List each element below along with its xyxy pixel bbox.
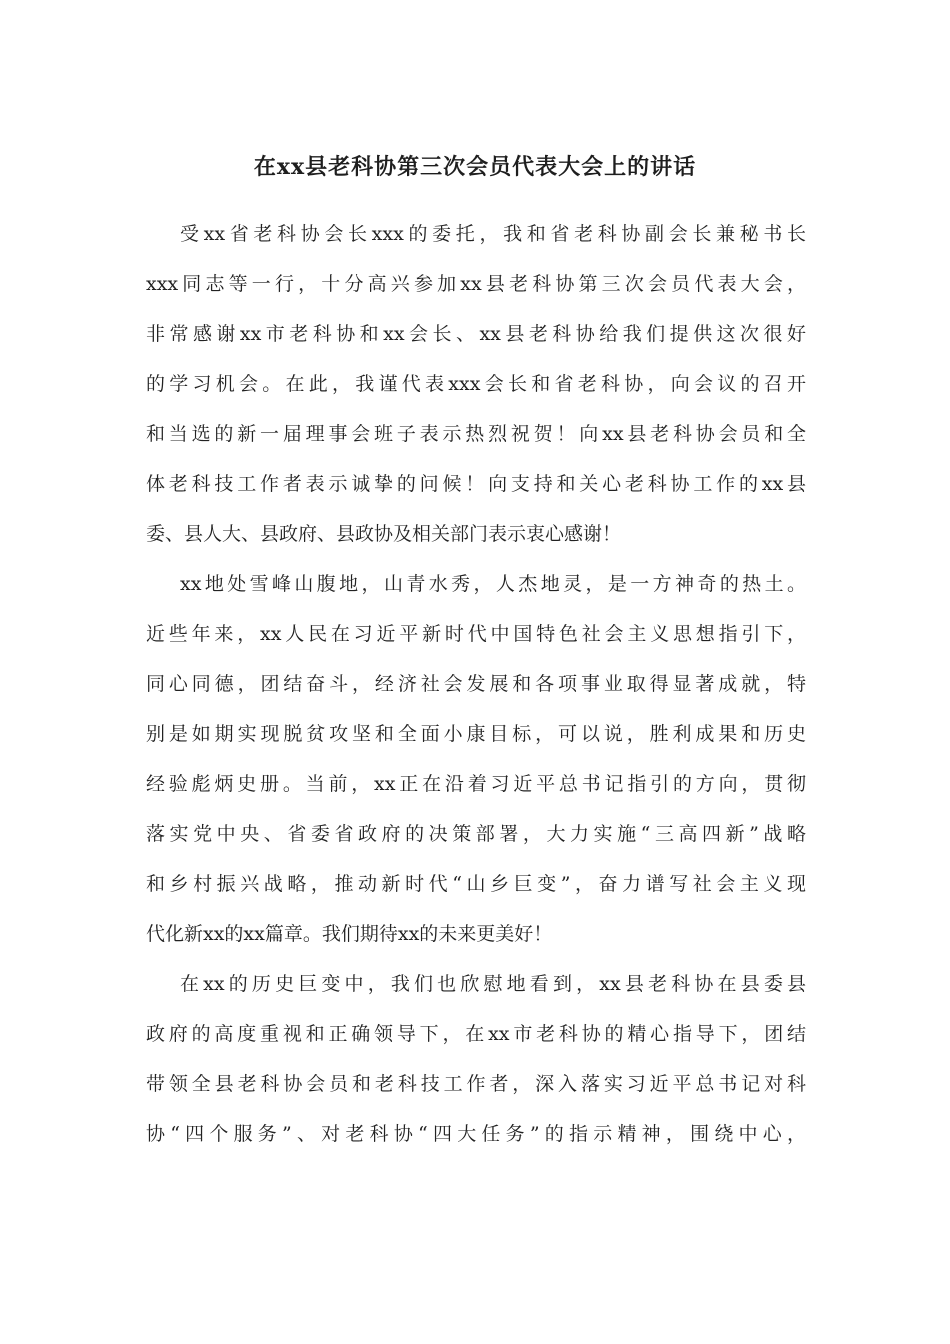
paragraph-line: 代化新xx的xx篇章。我们期待xx的未来更美好！ (146, 923, 553, 945)
paragraph-line: 同心同德，团结奋斗，经济社会发展和各项事业取得显著成就，特 (146, 673, 806, 695)
paragraph-line: 协“四个服务”、对老科协“四大任务”的指示精神，围绕中心， (146, 1123, 806, 1145)
paragraph-line: 委、县人大、县政府、县政协及相关部门表示衷心感谢！ (146, 523, 622, 545)
paragraph-line: 受xx省老科协会长xxx的委托，我和省老科协副会长兼秘书长 (180, 223, 806, 245)
paragraph-line: 带领全县老科协会员和老科技工作者，深入落实习近平总书记对科 (146, 1073, 806, 1095)
paragraph-line: 和当选的新一届理事会班子表示热烈祝贺！向xx县老科协会员和全 (146, 423, 806, 445)
paragraph-line: 体老科技工作者表示诚挚的问候！向支持和关心老科协工作的xx县 (146, 473, 806, 495)
paragraph-line: 非常感谢xx市老科协和xx会长、xx县老科协给我们提供这次很好 (146, 323, 806, 345)
paragraph-line: 和乡村振兴战略，推动新时代“山乡巨变”，奋力谱写社会主义现 (146, 873, 806, 895)
paragraph-line: 的学习机会。在此，我谨代表xxx会长和省老科协，向会议的召开 (146, 373, 806, 395)
document-title: 在xx县老科协第三次会员代表大会上的讲话 (253, 154, 697, 180)
paragraph-line: 在xx的历史巨变中，我们也欣慰地看到，xx县老科协在县委县 (180, 973, 806, 995)
paragraph-line: 落实党中央、省委省政府的决策部署，大力实施“三高四新”战略 (146, 823, 806, 845)
paragraph-line: xx地处雪峰山腹地，山青水秀，人杰地灵，是一方神奇的热土。 (180, 573, 806, 595)
paragraph-line: 近些年来，xx人民在习近平新时代中国特色社会主义思想指引下， (146, 623, 806, 645)
paragraph-line: xxx同志等一行，十分高兴参加xx县老科协第三次会员代表大会， (146, 273, 806, 295)
paragraph-line: 别是如期实现脱贫攻坚和全面小康目标，可以说，胜利成果和历史 (146, 723, 806, 745)
paragraph-line: 经验彪炳史册。当前，xx正在沿着习近平总书记指引的方向，贯彻 (146, 773, 806, 795)
paragraph-line: 政府的高度重视和正确领导下，在xx市老科协的精心指导下，团结 (146, 1023, 806, 1045)
document-body (146, 216, 806, 1166)
